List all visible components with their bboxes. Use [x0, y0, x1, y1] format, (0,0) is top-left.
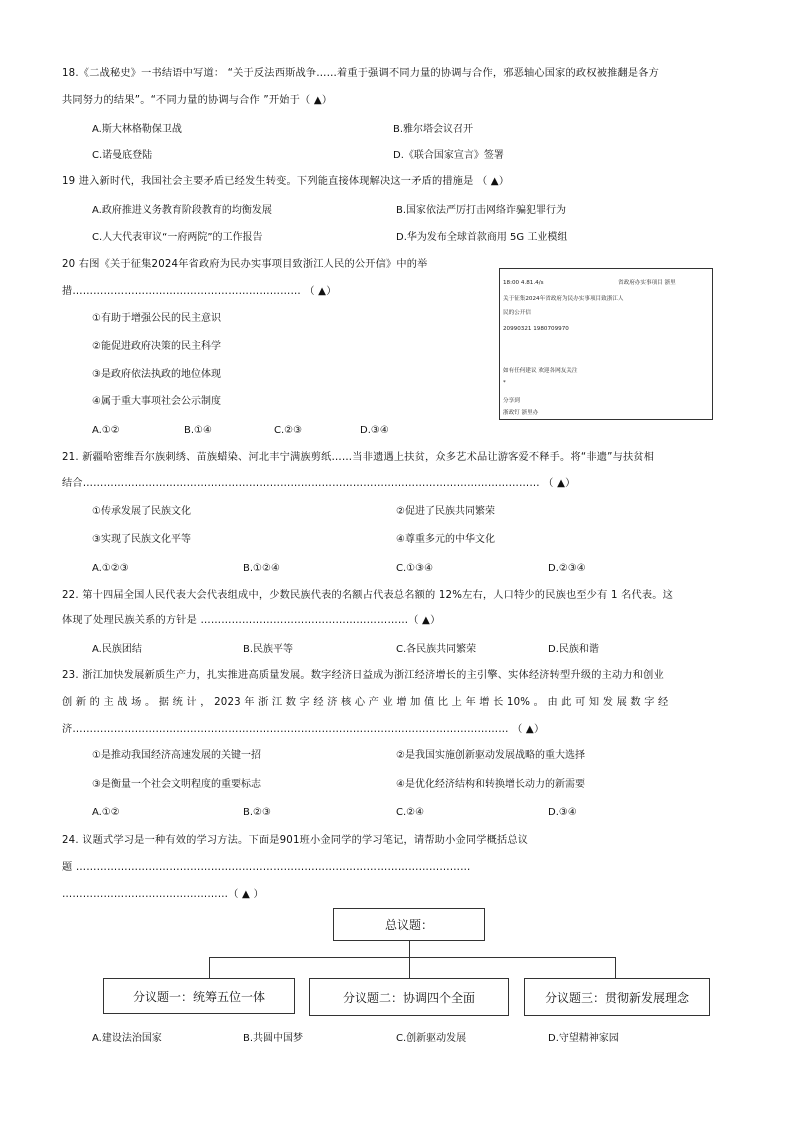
q21-item-4: ④尊重多元的中华文化 — [396, 534, 495, 545]
notice-title-line2: 民的公开信 — [503, 310, 531, 316]
q18-option-c: C.诺曼底登陆 — [92, 150, 153, 161]
sub-topic-label-3: 分议题三：贯彻新发展理念 — [544, 990, 689, 1005]
open-letter-screenshot — [499, 268, 713, 420]
q21-option-d: D.②③④ — [548, 563, 586, 574]
q23-item-1: ①是推动我国经济高速发展的关键一招 — [92, 750, 261, 761]
q21-option-a: A.①②③ — [92, 563, 129, 574]
tree-trunk-line — [409, 941, 410, 957]
q24-option-d: D.守望精神家园 — [548, 1033, 619, 1044]
q23-option-d: D.③④ — [548, 807, 577, 818]
q20-option-d: D.③④ — [360, 425, 389, 436]
q20-item-3: ③是政府依法执政的地位体现 — [92, 369, 221, 380]
q20-option-a: A.①② — [92, 425, 120, 436]
q20-option-b: B.①④ — [184, 425, 212, 436]
q23-option-c: C.②④ — [396, 807, 425, 818]
q23-option-a: A.①② — [92, 807, 120, 818]
q18-option-a: A.斯大林格勒保卫战 — [92, 124, 182, 135]
sub-topic-label-2: 分议题二：协调四个全面 — [342, 990, 475, 1005]
q19-option-c: C.人大代表审议“一府两院”的工作报告 — [92, 232, 263, 243]
q20-item-4: ④属于重大事项社会公示制度 — [92, 396, 221, 407]
q24-stem-line2: 题 …………………………………………………………………………………………………… — [62, 862, 471, 873]
notice-share-label: 分享到 — [503, 398, 520, 404]
tree-horizontal-line — [209, 957, 615, 958]
notice-share-apps: 浙政钉 浙里办 — [503, 410, 539, 416]
main-topic-label: 总议题： — [384, 918, 433, 932]
q18-option-d: D.《联合国家宣言》签署 — [393, 150, 504, 161]
q21-item-3: ③实现了民族文化平等 — [92, 534, 191, 545]
q19-option-b: B.国家依法严厉打击网络诈骗犯罪行为 — [396, 205, 567, 216]
sub-topic-box-2 — [309, 978, 509, 1016]
q23-item-2: ②是我国实施创新驱动发展战略的重大选择 — [396, 750, 585, 761]
q18-option-b: B.雅尔塔会议召开 — [393, 124, 474, 135]
notice-title-line1: 关于征集2024年省政府为民办实事项目致浙江人 — [503, 296, 624, 302]
q20-item-2: ②能促进政府决策的民主科学 — [92, 341, 221, 352]
q19-option-a: A.政府推进义务教育阶段教育的均衡发展 — [92, 205, 272, 216]
q22-option-b: B.民族平等 — [243, 644, 294, 655]
q24-stem-line1: 24. 议题式学习是一种有效的学习方法。下面是901班小金同学的学习笔记，请帮助小金同学概括总议 — [62, 835, 529, 846]
q20-stem-line2: 措………………………………………………………… （ ▲） — [62, 286, 337, 297]
q20-option-c: C.②③ — [274, 425, 303, 436]
q21-item-1: ①传承发展了民族文化 — [92, 506, 191, 517]
notice-status-bar: 18:00 4.81.4/s — [503, 280, 544, 286]
q21-item-2: ②促进了民族共同繁荣 — [396, 506, 495, 517]
q22-stem-line2: 体现了处理民族关系的方针是 ……………………………………………………（ ▲） — [62, 615, 441, 626]
q19-stem: 19 进入新时代，我国社会主要矛盾已经发生转变。下列能直接体现解决这一矛盾的措施是 （ ▲） — [62, 176, 510, 187]
q22-option-a: A.民族团结 — [92, 644, 142, 655]
tree-branch-middle — [409, 957, 410, 978]
q18-stem-line1: 18.《二战秘史》一书结语中写道： “关于反法西斯战争……着重于强调不同力量的协调与合作，邪恶轴心国家的政权被推翻是各方 — [62, 68, 660, 79]
tree-branch-left — [209, 957, 210, 978]
q23-stem-line1: 23. 浙江加快发展新质生产力，扎实推进高质量发展。数字经济日益成为浙江经济增长的主引擎、实体经济转型升级的主动力和创业 — [62, 670, 664, 681]
q23-option-b: B.②③ — [243, 807, 271, 818]
main-topic-box — [333, 908, 485, 941]
tree-branch-right — [615, 957, 616, 978]
q22-stem-line1: 22. 第十四届全国人民代表大会代表组成中，少数民族代表的名额占代表总名额的 12%左右，人口特少的民族也至少有 1 名代表。这 — [62, 590, 674, 601]
q22-option-c: C.各民族共同繁荣 — [396, 644, 477, 655]
q24-option-c: C.创新驱动发展 — [396, 1033, 467, 1044]
notice-asterisk: * — [503, 380, 506, 386]
q23-stem-line2: 创 新 的 主 战 场 。 据 统 计 ， 2023 年 浙 江 数 字 经 济 核 心 产 业 增 加 值 比 上 年 增 长 10% 。 由 此 可 知 发 展 数 字 经 — [62, 697, 669, 708]
q23-stem-line3: 济……………………………………………………………………………………………………………… （ ▲） — [62, 724, 545, 735]
q19-option-d: D.华为发布全球首款商用 5G 工业模组 — [396, 232, 568, 243]
q22-option-d: D.民族和谐 — [548, 644, 599, 655]
q18-stem-line2: 共同努力的结果”。“不同力量的协调与合作 ”开始于（ ▲） — [62, 95, 333, 106]
q23-item-4: ④是优化经济结构和转换增长动力的新需要 — [396, 779, 585, 790]
notice-follow-text: 如有任何建议 欢迎各网友关注 — [503, 368, 578, 374]
q24-stem-line3: …………………………………………（ ▲ ） — [62, 889, 264, 900]
q21-option-b: B.①②④ — [243, 563, 280, 574]
q21-stem-line2: 结合…………………………………………………………………………………………………………………… （ ▲） — [62, 478, 576, 489]
q21-stem-line1: 21. 新疆哈密维吾尔族刺绣、苗族蜡染、河北丰宁满族剪纸……当非遗遇上扶贫，众多艺术品让游客爱不释手。将“非遗”与扶贫相 — [62, 452, 655, 463]
q20-item-1: ①有助于增强公民的民主意识 — [92, 313, 221, 324]
q23-item-3: ③是衡量一个社会文明程度的重要标志 — [92, 779, 261, 790]
sub-topic-box-1 — [103, 978, 295, 1014]
sub-topic-box-3 — [524, 978, 710, 1016]
q24-option-a: A.建设法治国家 — [92, 1033, 162, 1044]
sub-topic-label-1: 分议题一：统筹五位一体 — [132, 989, 265, 1004]
q24-option-b: B.共圆中国梦 — [243, 1033, 304, 1044]
q20-stem-line1: 20 右图《关于征集2024年省政府为民办实事项目致浙江人民的公开信》中的举 — [62, 259, 428, 270]
q21-option-c: C.①③④ — [396, 563, 434, 574]
notice-phone-numbers: 20990321 1980709970 — [503, 326, 569, 332]
notice-header-title: 省政府办实事项目 浙里 — [618, 280, 676, 286]
